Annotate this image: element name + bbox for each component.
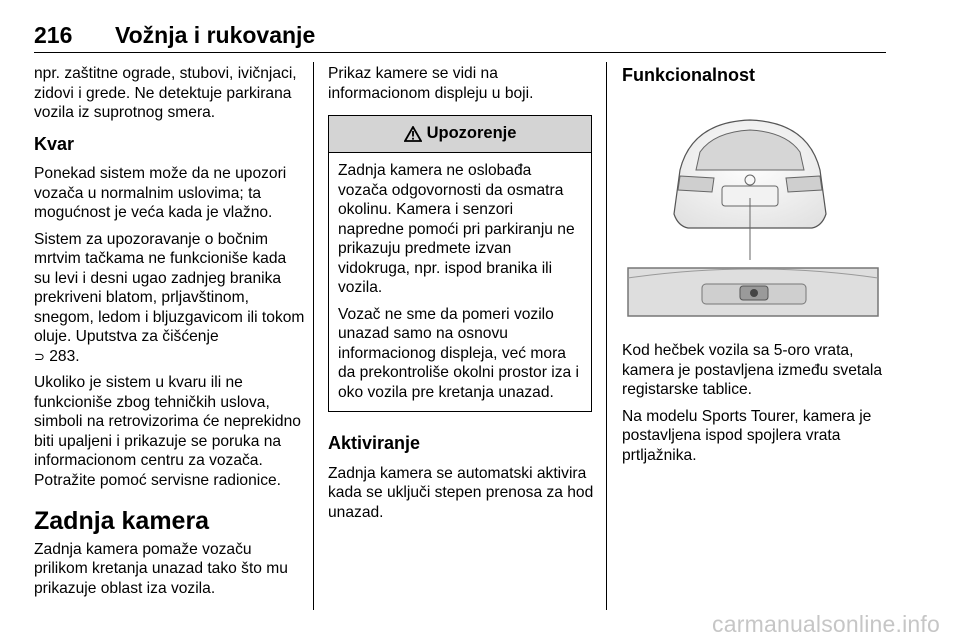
paragraph: npr. zaštitne ograde, stubovi, ivičnjaci, zidovi i grede. Ne detektuje parkirana vozila iz suprotnog smera. — [34, 65, 297, 121]
column-divider — [313, 62, 314, 610]
paragraph: Ukoliko je sistem u kvaru ili ne funkcioniše zbog tehničkih uslova, simboli na retrovizorima će neprekidno biti upaljeni i prikazuje se poruka na informacionom centru za vozača. Potražite pomoć servisne radionice. — [34, 374, 301, 489]
column-right — [622, 64, 892, 472]
rear-camera-illustration — [622, 110, 886, 324]
page-header — [34, 22, 886, 52]
heading-kvar: Kvar — [34, 133, 75, 154]
column-divider — [606, 62, 607, 610]
watermark: carmanualsonline.info — [712, 611, 940, 637]
column-middle — [328, 64, 592, 529]
paragraph: Prikaz kamere se vidi na informacionom displeju u boji. — [328, 65, 534, 102]
paragraph — [34, 230, 306, 367]
page-section-title: Vožnja i rukovanje — [115, 22, 316, 48]
paragraph: Ponekad sistem može da ne upozori vozača u normalnim uslovima; ta mogućnost je veća kada je vlažno. — [34, 165, 287, 221]
page-number: 216 — [34, 22, 73, 48]
page-ref[interactable]: 283. — [49, 347, 80, 365]
warning-title: Upozorenje — [426, 124, 517, 143]
paragraph: Zadnja kamera se automatski aktivira kada se uključi stepen prenosa za hod unazad. — [328, 464, 594, 521]
warning-header — [329, 116, 591, 153]
paragraph: Zadnja kamera pomaže vozaču prilikom kretanja unazad tako što mu prikazuje oblast iza vozila. — [34, 540, 288, 597]
paragraph: Kod hečbek vozila sa 5-oro vrata, kamera je postavljena između svetala registarske tablice. — [622, 342, 883, 398]
heading-functionality: Funkcionalnost — [622, 65, 756, 85]
warning-body — [329, 153, 591, 411]
paragraph: Na modelu Sports Tourer, kamera je postavljena ispod spojlera vrata prtljažnika. — [622, 407, 872, 464]
paragraph-text: Sistem za upozoravanje o bočnim mrtvim tačkama ne funkcioniše kada su levi i desni ugao zadnjeg branika prekriveni blatom, prljavštinom, snegom, ledom i bljuzgavicom ili tokom oluje. Uputstva za čišćenje — [34, 230, 305, 345]
warning-box — [328, 115, 592, 412]
warning-triangle-icon — [404, 126, 422, 142]
header-rule — [34, 52, 886, 53]
heading-activation: Aktiviranje — [328, 433, 421, 453]
heading-rear-camera: Zadnja kamera — [34, 507, 210, 535]
column-left — [34, 64, 306, 605]
warning-paragraph: Zadnja kamera ne oslobađa vozača odgovornosti da osmatra okolinu. Kamera i senzori napredne pomoći pri parkiranju ne prikazuju predmete izvan vidokruga, npr. ispod branika ili vozila. — [338, 162, 575, 296]
page-ref-arrow-icon: ⊃ — [34, 348, 45, 364]
warning-paragraph: Vozač ne sme da pomeri vozilo unazad samo na osnovu informacionog displeja, već mora da prekontroliše okolni prostor iza i oko vozila pre kretanja unazad. — [338, 305, 579, 401]
